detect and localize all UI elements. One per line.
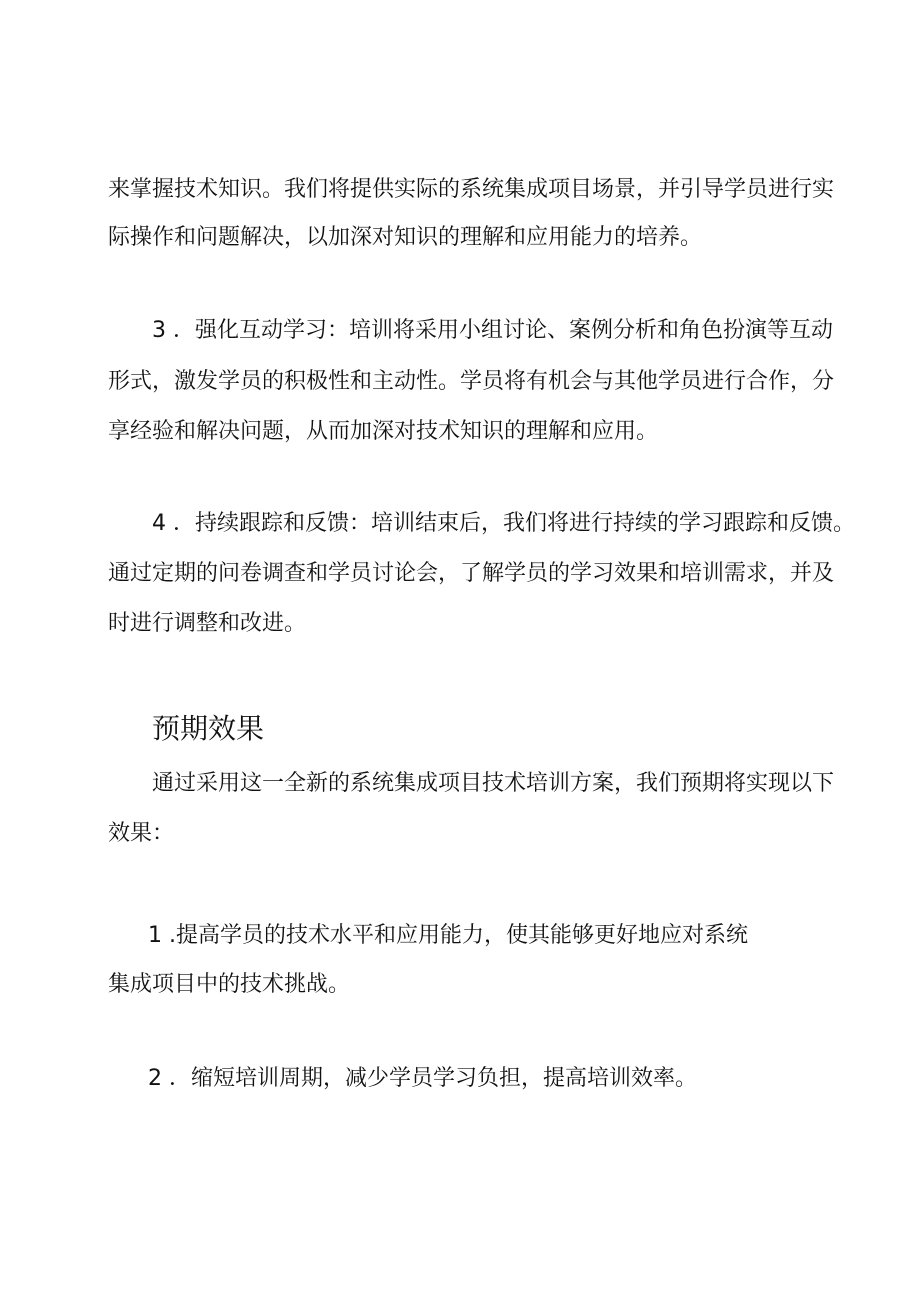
item-4-line-1: 4 ．持续跟踪和反馈：培训结束后，我们将进行持续的学习跟踪和反馈。: [152, 511, 855, 536]
item-3-line-2: 形式，激发学员的积极性和主动性。学员将有机会与其他学员进行合作，分: [108, 369, 835, 394]
paragraph-1-line-1: 来掌握技术知识。我们将提供实际的系统集成项目场景，并引导学员进行实: [108, 177, 835, 202]
effect-1-line-2: 集成项目中的技术挑战。: [108, 972, 351, 997]
effect-2-line-1: 2 ．缩短培训周期，减少学员学习负担，提高培训效率。: [148, 1066, 697, 1091]
item-3-line-1: 3 ．强化互动学习：培训将采用小组讨论、案例分析和角色扮演等互动: [152, 318, 833, 343]
item-3-line-3: 享经验和解决问题，从而加深对技术知识的理解和应用。: [108, 419, 659, 444]
intro-line-1: 通过采用这一全新的系统集成项目技术培训方案，我们预期将实现以下: [152, 771, 835, 796]
section-heading: 预期效果: [152, 712, 265, 745]
item-4-line-2: 通过定期的问卷调查和学员讨论会，了解学员的学习效果和培训需求，并及: [108, 561, 835, 586]
effect-1-line-1: 1 .提高学员的技术水平和应用能力，使其能够更好地应对系统: [148, 923, 748, 948]
intro-line-2: 效果：: [108, 821, 175, 846]
item-4-line-3: 时进行调整和改进。: [108, 611, 307, 636]
paragraph-1-line-2: 际操作和问题解决，以加深对知识的理解和应用能力的培养。: [108, 225, 703, 250]
